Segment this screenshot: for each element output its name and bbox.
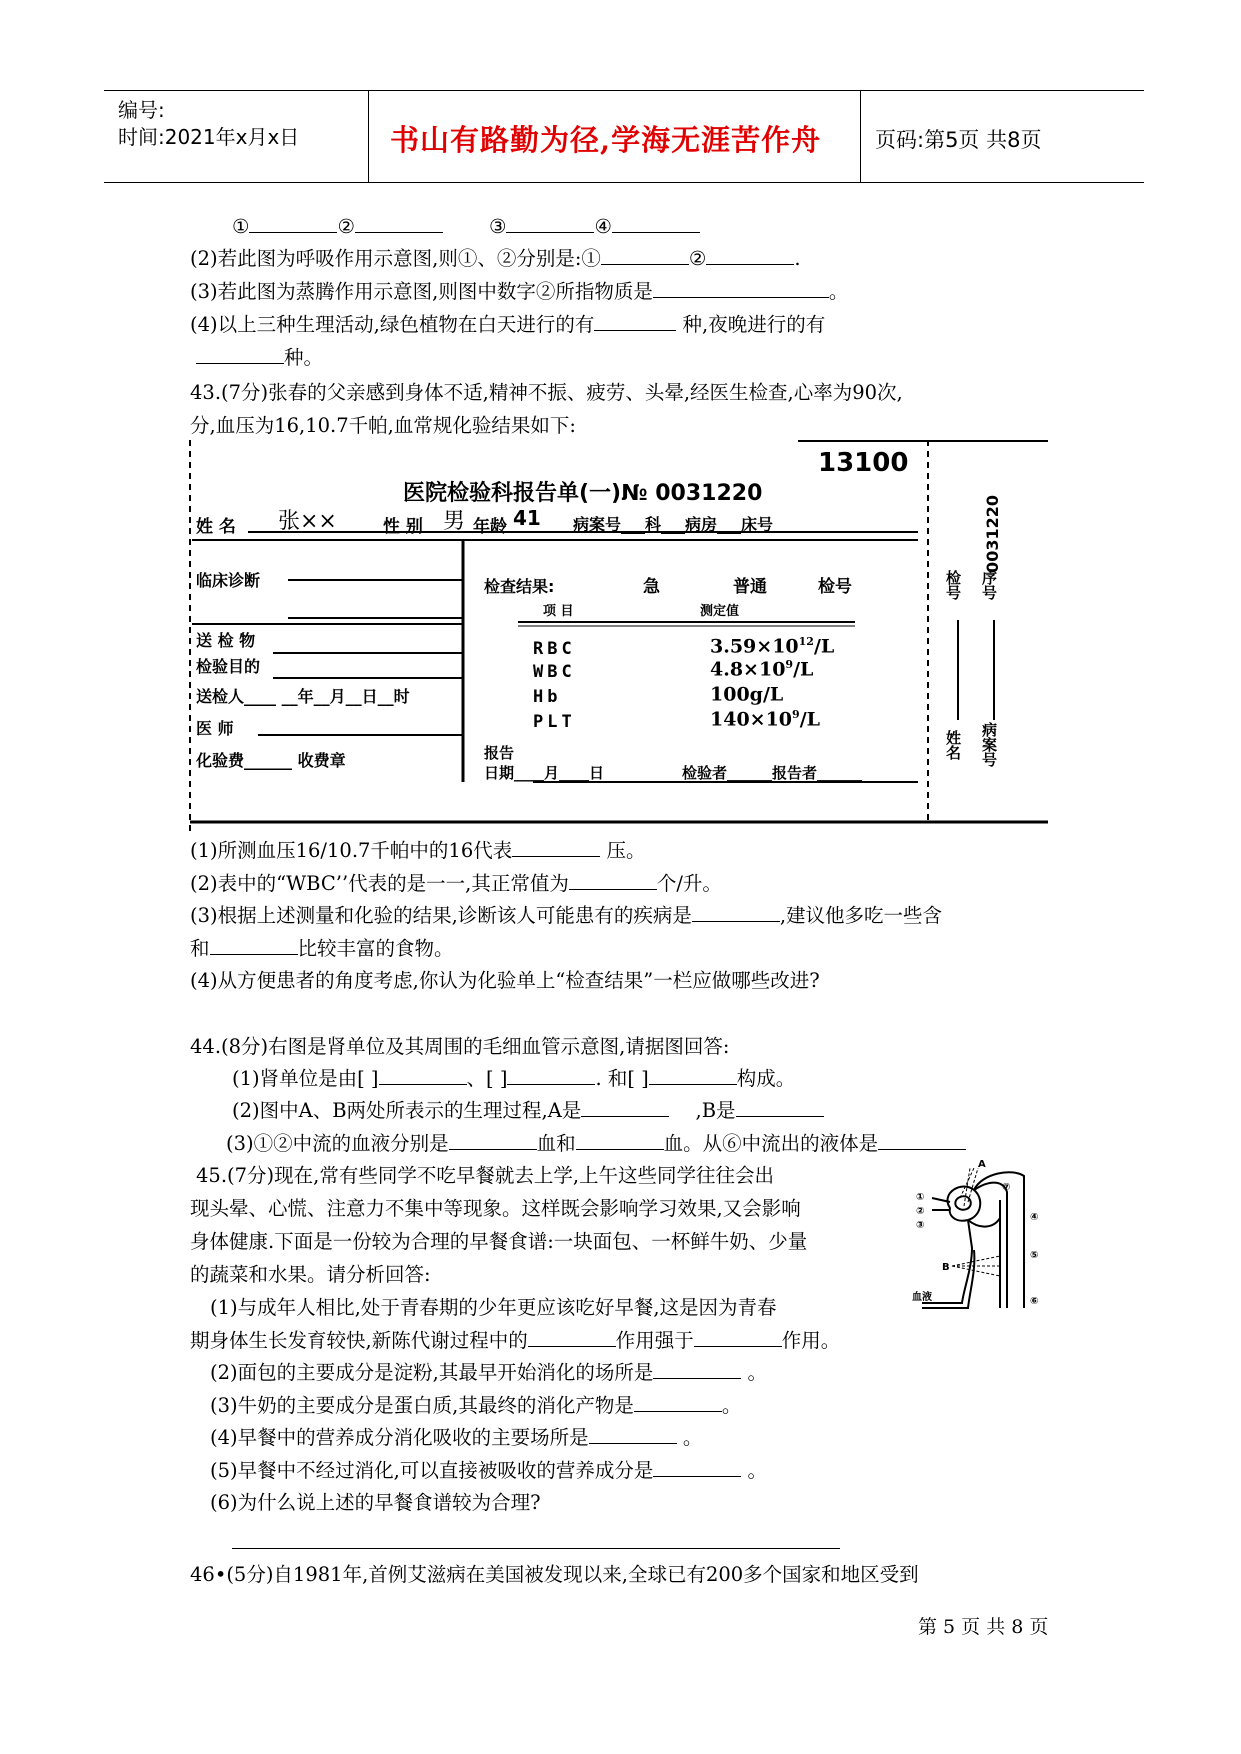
q44-q1a: (1)肾单位是由[ ]	[232, 1067, 379, 1090]
q45-line1: 45.(7分)现在,常有些同学不吃早餐就去上学,上午这些同学往往会出	[196, 1164, 775, 1187]
diagram-num-4: ④	[1030, 1212, 1039, 1223]
blank-label-2: ②	[337, 215, 355, 238]
q42-blanks-line	[232, 214, 700, 240]
q43-q3	[190, 903, 942, 929]
result-header-check-no: 检号	[818, 577, 852, 597]
q45-q5	[210, 1458, 767, 1484]
q42-line2-text: (2)若此图为呼吸作用示意图,则①、②分别是:①	[190, 247, 601, 270]
q45-q6: (6)为什么说上述的早餐食谱较为合理?	[210, 1491, 541, 1514]
diagram-num-3: ③	[916, 1220, 925, 1231]
report-title: 医院检验科报告单(一)№ 0031220	[403, 481, 763, 506]
form-label-diagnosis: 临床诊断	[196, 571, 261, 590]
result-item-value	[710, 658, 813, 680]
q43-q2	[190, 871, 722, 897]
q45-q1b-text: 期身体生长发育较快,新陈代谢过程中的	[190, 1329, 528, 1352]
q45-answer-line	[232, 1548, 840, 1549]
header-bottom-rule	[104, 182, 1144, 183]
q43-q1-text: (1)所测血压16/10.7千帕中的16代表	[190, 839, 513, 862]
result-item-name: Hb	[533, 687, 562, 707]
q45-q1c: 作用强于	[615, 1329, 694, 1352]
q46-line1: 46•(5分)自1981年,首例艾滋病在美国被发现以来,全球已有200多个国家和地区受到	[190, 1563, 919, 1586]
nephron-diagram	[912, 1158, 1047, 1316]
result-value-unit: /L	[799, 708, 820, 731]
blank-label-1: ①	[232, 215, 250, 238]
report-label: 报告	[484, 744, 515, 762]
page-footer: 第 5 页 共 8 页	[918, 1616, 1049, 1638]
side-label-check-no: 检号	[944, 570, 962, 600]
q44-intro: 44.(8分)右图是肾单位及其周围的毛细血管示意图,请据图回答:	[190, 1035, 730, 1058]
result-item-name: RBC	[533, 639, 576, 659]
lab-report-form	[188, 440, 1048, 835]
diagram-num-7: ⑦	[1002, 1182, 1011, 1193]
side-label-name: 姓名	[944, 730, 962, 760]
motto: 书山有路勤为径,学海无涯苦作舟	[390, 123, 822, 157]
q44-q1d: 构成。	[736, 1067, 796, 1090]
form-label-doctor: 医 师	[196, 719, 234, 738]
form-label-specimen: 送 检 物	[196, 631, 256, 650]
col-item: 项 目	[543, 604, 574, 619]
header-divider-left	[368, 90, 369, 182]
page-label: 页码:第5页 共8页	[875, 128, 1042, 152]
q45-q5-end: 。	[741, 1459, 768, 1482]
form-label-sender: 送检人____ __年__月__日__时	[196, 687, 410, 706]
q42-line3-end: 。	[828, 280, 849, 303]
q44-q3	[226, 1131, 966, 1157]
q43-q2-end: 个/升。	[656, 872, 722, 895]
q42-line4-text: (4)以上三种生理活动,绿色植物在白天进行的有	[190, 313, 595, 336]
q42-line2-end: .	[794, 247, 801, 270]
sex-label: 性 别	[383, 517, 423, 537]
q45-q1b	[190, 1328, 840, 1354]
q44-q3a: (3)①②中流的血液分别是	[226, 1132, 449, 1155]
q44-q3b: 血和	[536, 1132, 576, 1155]
diagram-num-5: ⑤	[1030, 1250, 1039, 1261]
result-item-value	[710, 708, 820, 730]
result-value-base: 140×10	[710, 708, 793, 731]
q44-q1b: 、[ ]	[466, 1067, 508, 1090]
side-label-serial: 序号	[980, 570, 998, 600]
q44-q2b: ,B是	[689, 1099, 736, 1122]
q43-q3b-text: 和	[190, 937, 210, 960]
result-value-base: 4.8×10	[710, 658, 786, 681]
sex-value: 男	[443, 509, 466, 534]
report-checker-line: 检验者______报告者______	[682, 764, 863, 782]
result-header-normal: 普通	[733, 577, 767, 597]
result-value-base: 3.59×10	[710, 635, 799, 658]
result-value-exponent: 9	[785, 658, 794, 671]
form-label-fee: 化验费______ 收费章	[196, 751, 346, 770]
q42-line5-end: 种。	[284, 346, 324, 369]
report-number-top: 13100	[818, 448, 909, 478]
q43-q3b	[190, 936, 454, 962]
diagram-label-b: B	[942, 1262, 950, 1273]
q42-line2	[190, 246, 801, 272]
q44-q1c: . 和[ ]	[595, 1067, 649, 1090]
q43-q3-text: (3)根据上述测量和化验的结果,诊断该人可能患有的疾病是	[190, 904, 692, 927]
report-side-number: 0031220	[983, 495, 1002, 573]
header-divider-right	[860, 90, 861, 182]
q42-line3-text: (3)若此图为蒸腾作用示意图,则图中数字②所指物质是	[190, 280, 653, 303]
q45-q4-text: (4)早餐中的营养成分消化吸收的主要场所是	[210, 1426, 589, 1449]
name-label: 姓 名	[196, 517, 236, 537]
col-value: 测定值	[700, 604, 740, 619]
time-label: 时间:2021年x月x日	[118, 125, 300, 149]
q43-intro-2: 分,血压为16,10.7千帕,血常规化验结果如下:	[190, 414, 576, 437]
q43-q2-text: (2)表中的“WBC’’代表的是一一,其正常值为	[190, 872, 569, 895]
result-item-value	[710, 635, 834, 657]
q43-q1-end: 压。	[600, 839, 646, 862]
q42-line4-mid: 种,夜晚进行的有	[676, 313, 826, 336]
q45-q4	[210, 1425, 702, 1451]
diagram-label-blood: 血液	[912, 1292, 932, 1303]
q45-q2-text: (2)面包的主要成分是淀粉,其最早开始消化的场所是	[210, 1361, 654, 1384]
result-value-exponent: 9	[792, 708, 800, 721]
result-item-name: PLT	[533, 712, 576, 732]
case-label: 病案号___科___病房___床号	[573, 515, 774, 534]
q45-line2: 现头晕、心慌、注意力不集中等现象。这样既会影响学习效果,又会影响	[190, 1197, 801, 1220]
name-value: 张××	[278, 509, 337, 534]
q45-q2-end: 。	[741, 1361, 768, 1384]
diagram-num-2: ②	[916, 1206, 925, 1217]
result-value-unit: /L	[813, 635, 835, 658]
result-header-title: 检查结果:	[484, 577, 555, 596]
report-date-line: 日期____月____日	[484, 764, 605, 782]
result-value-unit: /L	[793, 658, 814, 681]
result-value-exponent: 12	[798, 635, 814, 648]
q45-q4-end: 。	[676, 1426, 703, 1449]
blank-label-4: ④	[594, 215, 612, 238]
age-value: 41	[513, 506, 541, 530]
form-label-purpose: 检验目的	[196, 657, 261, 676]
q44-q2a: (2)图中A、B两处所表示的生理过程,A是	[232, 1099, 582, 1122]
diagram-num-6: ⑥	[1030, 1296, 1039, 1307]
result-header-urgent: 急	[643, 577, 660, 597]
q43-intro-1: 43.(7分)张春的父亲感到身体不适,精神不振、疲劳、头晕,经医生检查,心率为90次,	[190, 381, 903, 404]
q43-q1	[190, 838, 645, 864]
age-label: 年龄	[473, 517, 507, 537]
q44-q3c: 血。从⑥中流出的液体是	[663, 1132, 879, 1155]
q45-q3-end: 。	[721, 1394, 742, 1417]
serial-label: 编号:	[118, 98, 165, 122]
q45-line4: 的蔬菜和水果。请分析回答:	[190, 1263, 431, 1286]
q42-line4	[190, 312, 825, 338]
diagram-label-a: A	[978, 1159, 986, 1170]
q42-line5	[196, 345, 323, 371]
diagram-num-1: ①	[916, 1192, 925, 1203]
q43-q3-end: ,建议他多吃一些含	[779, 904, 943, 927]
result-item-name: WBC	[533, 662, 576, 682]
q45-q2	[210, 1360, 767, 1386]
q43-q3b-end: 比较丰富的食物。	[297, 937, 454, 960]
q45-line3: 身体健康.下面是一份较为合理的早餐食谱:一块面包、一杯鲜牛奶、少量	[190, 1230, 808, 1253]
q45-q1a: (1)与成年人相比,处于青春期的少年更应该吃好早餐,这是因为青春	[210, 1296, 777, 1319]
q44-q1	[232, 1066, 795, 1092]
blank-label-3: ③	[488, 215, 507, 238]
q43-q4: (4)从方便患者的角度考虑,你认为化验单上“检查结果”一栏应做哪些改进?	[190, 969, 820, 992]
side-label-case-no: 病案号	[980, 722, 998, 767]
result-item-value	[710, 683, 783, 705]
q45-q5-text: (5)早餐中不经过消化,可以直接被吸收的营养成分是	[210, 1459, 654, 1482]
result-value-base: 100g/L	[710, 683, 784, 706]
q44-q2	[232, 1098, 824, 1124]
q42-line2-mid: ②	[688, 247, 707, 270]
q45-q3	[210, 1393, 741, 1419]
q42-line3	[190, 279, 848, 305]
header-top-rule	[104, 90, 1144, 91]
q45-q3-text: (3)牛奶的主要成分是蛋白质,其最终的消化产物是	[210, 1394, 634, 1417]
q45-q1d: 作用。	[781, 1329, 841, 1352]
